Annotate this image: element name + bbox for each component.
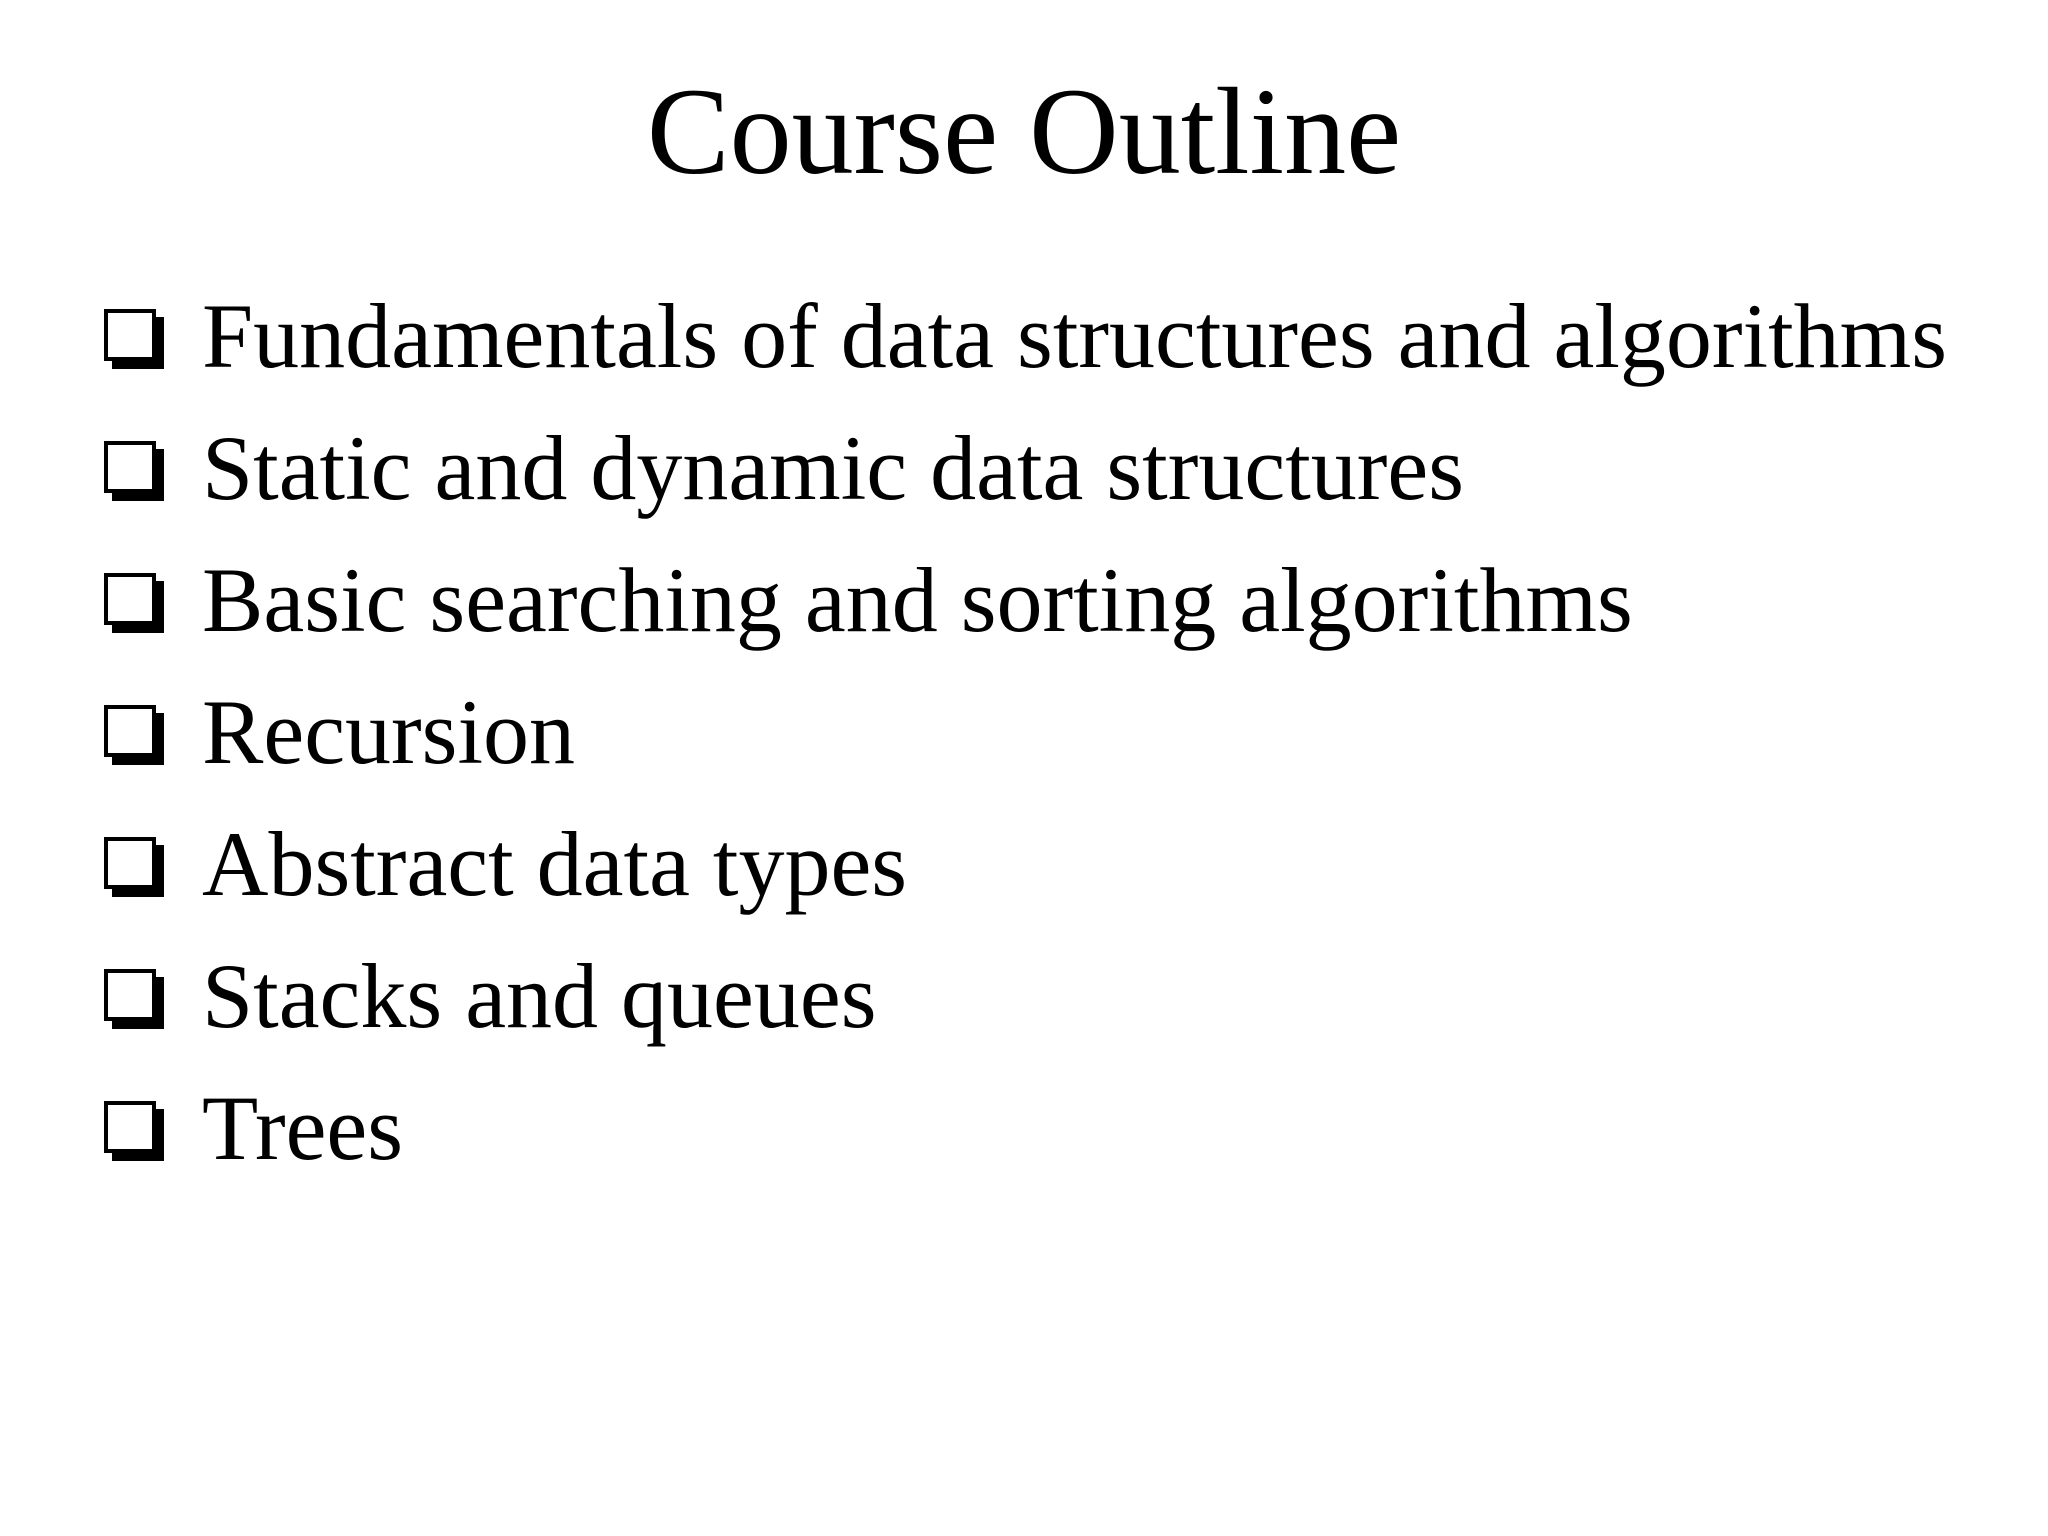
list-item [104, 270, 1947, 402]
list-item [104, 666, 1947, 798]
list-item [104, 1062, 1947, 1194]
checkbox-square-icon [104, 1101, 164, 1161]
checkbox-square-icon [104, 441, 164, 501]
list-item-label: Trees [202, 1077, 404, 1179]
checkbox-square-icon [104, 309, 164, 369]
list-item-label: Static and dynamic data structures [202, 417, 1465, 519]
checkbox-square-icon [104, 705, 164, 765]
list-item-label: Recursion [202, 681, 576, 783]
list-item-label: Basic searching and sorting algorithms [202, 549, 1633, 651]
list-item [104, 534, 1947, 666]
checkbox-square-icon [104, 969, 164, 1029]
list-item [104, 930, 1947, 1062]
list-item-label: Fundamentals of data structures and algorithms [202, 285, 1948, 387]
list-item [104, 402, 1947, 534]
list-item [104, 798, 1947, 930]
list-item-label: Stacks and queues [202, 945, 877, 1047]
outline-list [104, 270, 1947, 1194]
checkbox-square-icon [104, 573, 164, 633]
list-item-label: Abstract data types [202, 813, 908, 915]
slide-title: Course Outline [646, 63, 1402, 200]
checkbox-square-icon [104, 837, 164, 897]
